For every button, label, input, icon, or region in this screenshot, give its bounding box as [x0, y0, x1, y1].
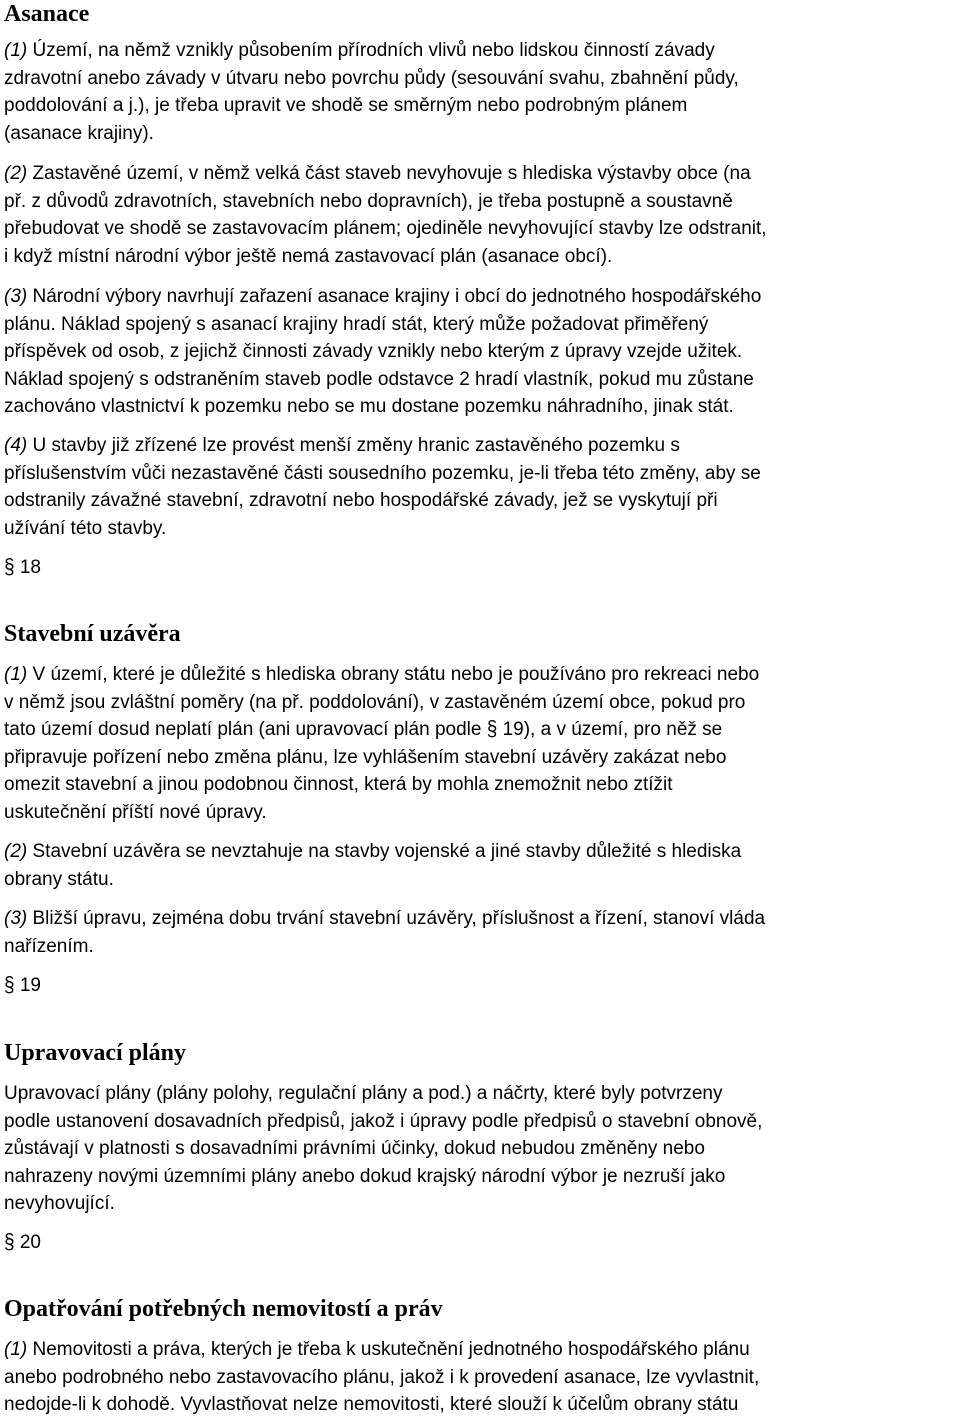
- section-number-18: § 18: [4, 554, 956, 582]
- opatrovani-paragraph-1: (1) Nemovitosti a práva, kterých je třeba k uskutečnění jednotného hospodářského plánu anebo podrobného nebo zastavovacího plánu, jakož i k provedení asanace, lze vyvlastnit, nedojde-li k dohodě. Vyvlastňovat nelze nemovitosti, které slouží k účelům obrany státu: [4, 1339, 760, 1415]
- paragraph-number: (1): [4, 1339, 28, 1360]
- asanace-paragraph-1: (1) Území, na němž vznikly působením přírodních vlivů nebo lidskou činností závady zdravotní anebo závady v útvaru nebo povrchu půdy (sesouvání svahu, zbahnění půdy, poddolování a j.), je třeba upravit ve shodě se směrným nebo podrobným plánem (asanace krajiny).: [4, 40, 739, 144]
- section-number-20: § 20: [4, 1229, 956, 1257]
- paragraph-number: (2): [4, 841, 28, 862]
- uzavera-paragraph-1: (1) V území, které je důležité s hlediska obrany státu nebo je používáno pro rekreaci nebo v němž jsou zvláštní poměry (na př. poddolování), v zastavěném území obce, pokud pro tato území dosud neplatí plán (ani upravovací plán podle § 19), a v území, pro něž se připravuje pořízení nebo změna plánu, lze vyhlášením stavební uzávěry zakázat nebo omezit stavební a jinou podobnou činnost, která by mohla znemožnit nebo ztížit uskutečnění příští nové úpravy.: [4, 664, 760, 823]
- section-sign-icon: §: [4, 973, 15, 998]
- asanace-paragraph-3: (3) Národní výbory navrhují zařazení asanace krajiny i obcí do jednotného hospodářského plánu. Náklad spojený s asanací krajiny hradí stát, který může požadovat přiměřený příspěvek od osob, z jejichž činnosti závady vznikly nebo kterým z úpravy vzejde užitek. Náklad spojený s odstraněním staveb podle odstavce 2 hradí vlastník, pokud mu zůstane zachováno vlastnictví k pozemku nebo se mu dostane pozemku náhradního, jinak stát.: [4, 286, 762, 417]
- heading-opatrovani: Opatřování potřebných nemovitostí a práv: [4, 1296, 443, 1322]
- paragraph-number: (2): [4, 163, 28, 184]
- paragraph-number: (3): [4, 908, 28, 929]
- section-sign-icon: §: [4, 1230, 15, 1255]
- paragraph-number: (1): [4, 40, 28, 61]
- uzavera-paragraph-2: (2) Stavební uzávěra se nevztahuje na stavby vojenské a jiné stavby důležité s hlediska obrany státu.: [4, 841, 742, 890]
- asanace-paragraph-4: (4) U stavby již zřízené lze provést menší změny hranic zastavěného pozemku s příslušenstvím vůči nezastavěné části sousedního pozemku, je-li třeba této změny, aby se odstranily závažné stavební, zdravotní nebo hospodářské závady, jež se vyskytují při užívání této stavby.: [4, 435, 761, 539]
- section-sign-icon: §: [486, 717, 498, 742]
- section-number-19: § 19: [4, 972, 956, 1000]
- upravovaci-paragraph-1: Upravovací plány (plány polohy, regulační plány a pod.) a náčrty, které byly potvrzeny podle ustanovení dosavadních předpisů, jakož i úpravy podle předpisů o stavební obnově, zůstávají v platnosti s dosavadními právními účinky, dokud nebudou změněny nebo nahrazeny novými územními plány anebo dokud krajský národní výbor je nezruší jako nevyhovující.: [4, 1083, 763, 1214]
- asanace-paragraph-2: (2) Zastavěné území, v němž velká část staveb nevyhovuje s hlediska výstavby obce (na př. z důvodů zdravotních, stavebních nebo dopravních), je třeba postupně a soustavně přebudovat ve shodě se zastavovacím plánem; ojediněle nevyhovující stavby lze odstranit, i když místní národní výbor ještě nemá zastavovací plán (asanace obcí).: [4, 163, 767, 267]
- paragraph-number: (1): [4, 664, 28, 685]
- paragraph-number: (3): [4, 286, 28, 307]
- heading-stavebni-uzavera: Stavební uzávěra: [4, 621, 181, 647]
- paragraph-number: (4): [4, 435, 28, 456]
- section-sign-icon: §: [4, 555, 15, 580]
- heading-upravovaci-plany: Upravovací plány: [4, 1040, 187, 1066]
- uzavera-paragraph-3: (3) Bližší úpravu, zejména dobu trvání stavební uzávěry, příslušnost a řízení, stanoví vláda nařízením.: [4, 908, 766, 957]
- heading-asanace: Asanace: [4, 1, 90, 27]
